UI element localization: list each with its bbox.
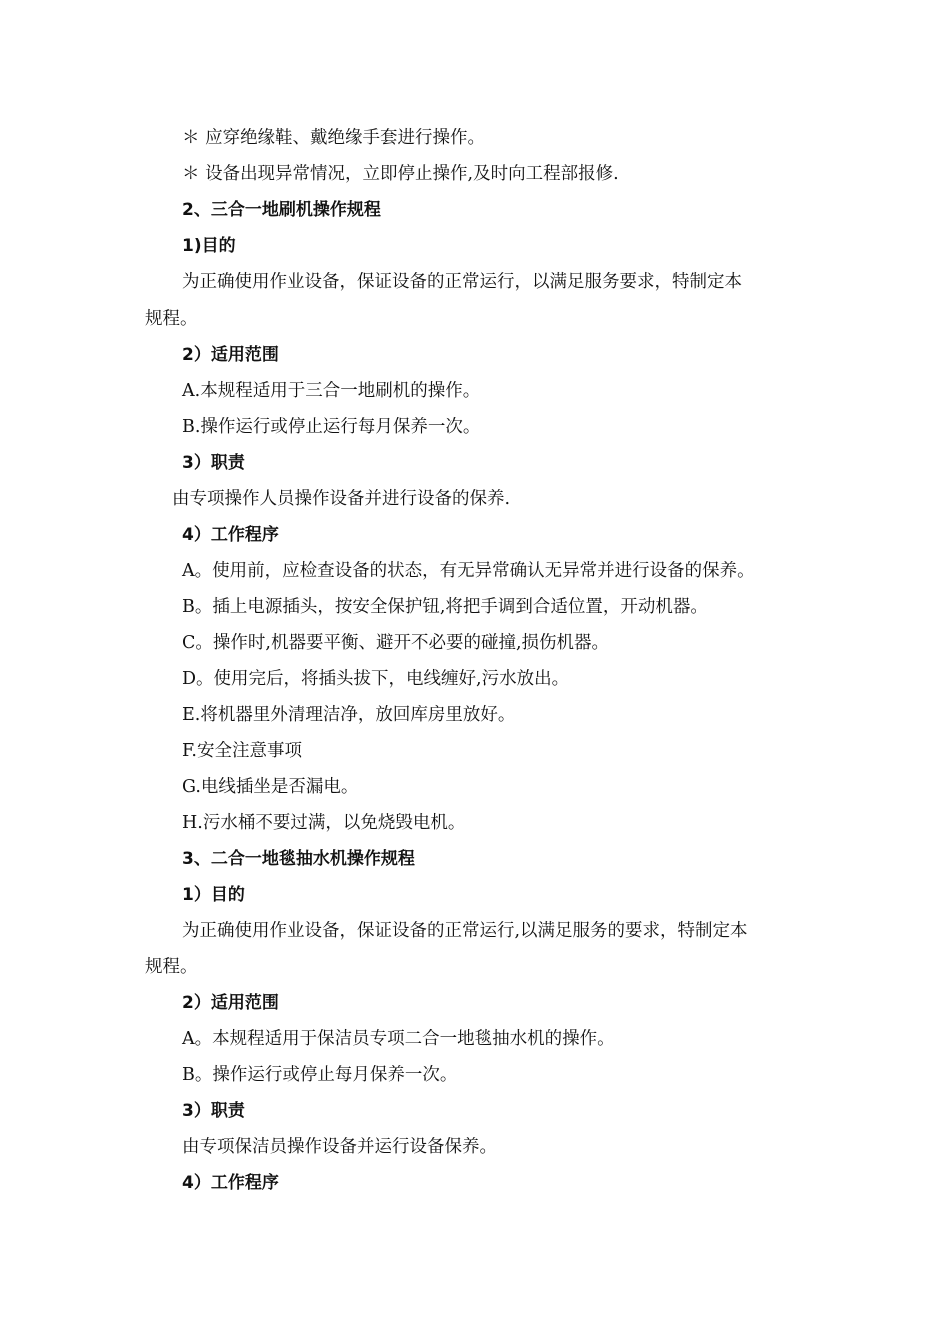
paragraph-purpose-wrap: 规程。 [145,309,198,329]
subheading-duties-2: 3）职责 [182,1101,245,1121]
scope-item-b: B.操作运行或停止运行每月保养一次。 [182,417,481,437]
paragraph-purpose-2: 为正确使用作业设备，保证设备的正常运行,以满足服务的要求，特制定本 [182,921,748,941]
subheading-scope: 2）适用范围 [182,345,279,365]
subheading-procedure: 4）工作程序 [182,525,279,545]
subheading-purpose-2: 1）目的 [182,885,245,905]
subheading-procedure-2: 4）工作程序 [182,1173,279,1193]
procedure-item-f: F.安全注意事项 [182,741,302,761]
paragraph-duties: 由专项操作人员操作设备并进行设备的保养. [172,489,511,509]
paragraph-purpose-2-wrap: 规程。 [145,957,198,977]
subheading-purpose: 1)目的 [182,236,236,256]
procedure-item-g: G.电线插坐是否漏电。 [182,777,359,797]
section-heading-carpet-extractor: 3、二合一地毯抽水机操作规程 [182,849,415,869]
paragraph-purpose: 为正确使用作业设备，保证设备的正常运行，以满足服务要求，特制定本 [182,272,742,292]
subheading-duties: 3）职责 [182,453,245,473]
procedure-item-c: C。操作时,机器要平衡、避开不必要的碰撞,损伤机器。 [182,633,610,653]
bullet-insulation: ＊ 应穿绝缘鞋、戴绝缘手套进行操作。 [182,128,486,148]
procedure-item-d: D。使用完后，将插头拔下，电线缠好,污水放出。 [182,669,570,689]
procedure-item-b: B。插上电源插头，按安全保护钮,将把手调到合适位置，开动机器。 [182,597,708,617]
procedure-item-e: E.将机器里外清理洁净，放回库房里放好。 [182,705,516,725]
procedure-item-h: H.污水桶不要过满，以免烧毁电机。 [182,813,466,833]
procedure-item-a: A。使用前，应检查设备的状态，有无异常确认无异常并进行设备的保养。 [182,561,755,581]
subheading-scope-2: 2）适用范围 [182,993,279,1013]
bullet-abnormal-stop: ＊ 设备出现异常情况，立即停止操作,及时向工程部报修. [182,164,619,184]
paragraph-duties-2: 由专项保洁员操作设备并运行设备保养。 [182,1137,497,1157]
scope-2-item-a: A。本规程适用于保洁员专项二合一地毯抽水机的操作。 [182,1029,615,1049]
section-heading-floor-scrubber: 2、三合一地刷机操作规程 [182,200,381,220]
scope-2-item-b: B。操作运行或停止每月保养一次。 [182,1065,458,1085]
scope-item-a: A.本规程适用于三合一地刷机的操作。 [182,381,481,401]
